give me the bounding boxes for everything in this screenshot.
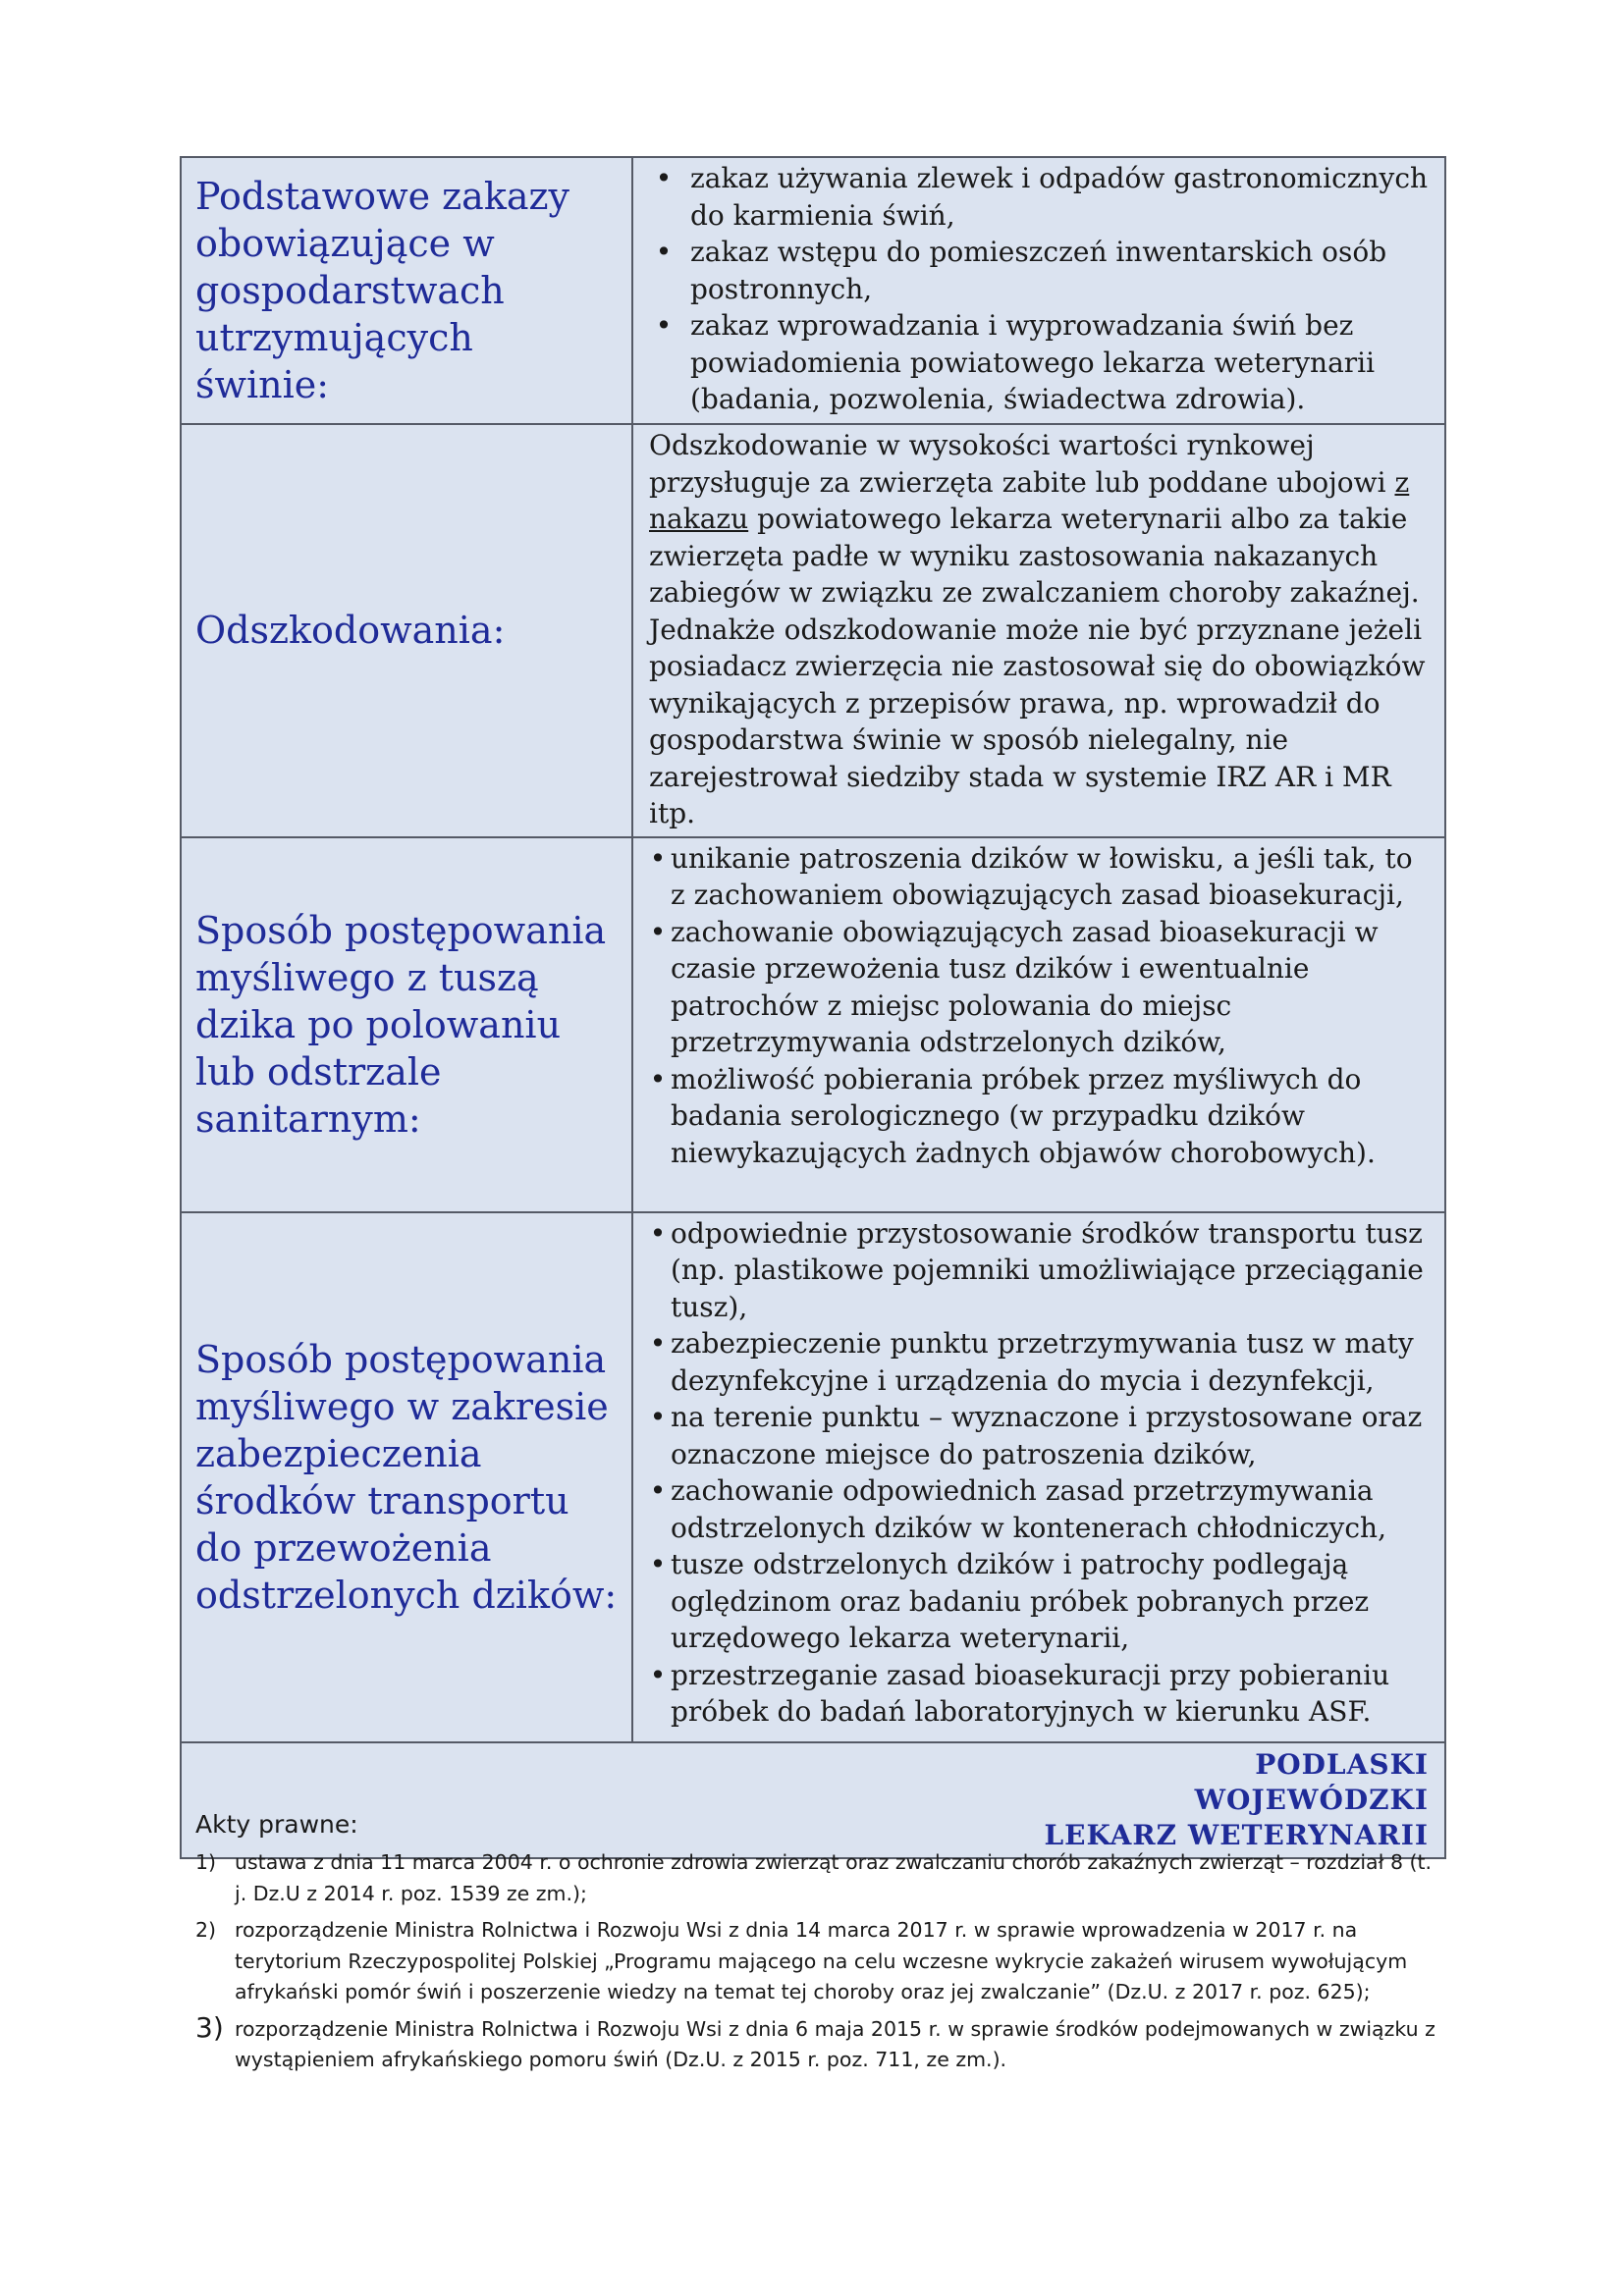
row-heading: Sposób postępowania myśliwego w zakresie zabezpieczenia środków transportu do przewożenia odstrzelonych dzików: [181, 1212, 632, 1742]
table-row [181, 837, 1445, 1212]
list-item-text: zabezpieczenie punktu przetrzymywania tusz w maty dezynfekcyjne i urządzenia do mycia i dezynfekcji, [671, 1327, 1414, 1397]
bullet-icon: • [649, 915, 667, 948]
legal-act-item [180, 1847, 1446, 1909]
list-item [649, 914, 1431, 1061]
list-item [649, 1472, 1431, 1546]
legal-act-number: 3) [195, 2010, 224, 2044]
bullet-icon: • [649, 1327, 667, 1360]
bullet-list [649, 1215, 1431, 1731]
compensation-paragraph [649, 427, 1431, 832]
table-row [181, 1212, 1445, 1742]
list-item [649, 307, 1431, 418]
legal-act-number: 1) [195, 1850, 217, 1874]
list-item [649, 1657, 1431, 1731]
underlined-text: z nakazu [649, 465, 1410, 535]
bullet-icon: • [649, 1548, 667, 1580]
bullet-icon: • [655, 309, 673, 342]
list-item [649, 1215, 1431, 1326]
list-item [649, 1325, 1431, 1399]
legal-acts-list [180, 1847, 1446, 2076]
legal-act-item [180, 1915, 1446, 2008]
bullet-icon: • [655, 236, 673, 268]
list-item [649, 1399, 1431, 1472]
list-item-text: zakaz używania zlewek i odpadów gastronomicznych do karmienia świń, [690, 162, 1429, 232]
legal-act-text: rozporządzenie Ministra Rolnictwa i Rozwoju Wsi z dnia 6 maja 2015 r. w sprawie środków podejmowanych w związku z wystąpieniem afrykańskiego pomoru świń (Dz.U. z 2015 r. poz. 711, ze zm.). [235, 2016, 1435, 2071]
bullet-icon: • [649, 1062, 667, 1095]
legal-act-text: ustawa z dnia 11 marca 2004 r. o ochronie zdrowia zwierząt oraz zwalczaniu chorób zakaźnych zwierząt – rozdział 8 (t. j. Dz.U z 2014 r. poz. 1539 ze zm.); [235, 1850, 1433, 1905]
bullet-icon: • [655, 162, 673, 194]
table-row [181, 157, 1445, 424]
bullet-icon: • [649, 1401, 667, 1433]
signature-line: PODLASKI [1255, 1747, 1429, 1781]
bullet-icon: • [649, 1474, 667, 1507]
list-item-text: zakaz wstępu do pomieszczeń inwentarskich osób postronnych, [690, 236, 1387, 305]
list-item [649, 1546, 1431, 1657]
list-item-text: unikanie patroszenia dzików w łowisku, a jeśli tak, to z zachowaniem obowiązujących zasad bioasekuracji, [671, 841, 1413, 911]
list-item-text: przestrzeganie zasad bioasekuracji przy pobieraniu próbek do badań laboratoryjnych w kierunku ASF. [671, 1658, 1390, 1728]
bullet-icon: • [649, 841, 667, 875]
list-item-text: możliwość pobierania próbek przez myśliwych do badania serologicznego (w przypadku dzików niewykazujących żadnych objawów chorobowych). [671, 1062, 1376, 1169]
bullet-list [649, 840, 1431, 1172]
legal-act-text: rozporządzenie Ministra Rolnictwa i Rozwoju Wsi z dnia 14 marca 2017 r. w sprawie wprowadzenia w 2017 r. na terytorium Rzeczypospolitej Polskiej „Programu mającego na celu wczesne wykrycie zakażeń wirusem wywołującym afrykański pomór świń i poszerzenie wiedzy na temat tej choroby oraz jej zwalczanie” (Dz.U. z 2017 r. poz. 625); [235, 1918, 1408, 2003]
paragraph-text: Odszkodowanie w wysokości wartości rynkowej przysługuje za zwierzęta zabite lub poddane ubojowi [649, 429, 1395, 499]
row-content [632, 157, 1445, 424]
list-item [649, 234, 1431, 307]
bullet-icon: • [649, 1216, 667, 1250]
row-heading: Sposób postępowania myśliwego z tuszą dzika po polowaniu lub odstrzale sanitarnym: [181, 837, 632, 1212]
bullet-icon: • [649, 1658, 667, 1691]
list-item [649, 160, 1431, 234]
list-item-text: odpowiednie przystosowanie środków transportu tusz (np. plastikowe pojemniki umożliwiające przeciąganie tusz), [671, 1216, 1424, 1323]
list-item-text: na terenie punktu – wyznaczone i przystosowane oraz oznaczone miejsce do patroszenia dzików, [671, 1401, 1423, 1470]
bullet-list [649, 160, 1431, 418]
list-item-text: zakaz wprowadzania i wyprowadzania świń bez powiadomienia powiatowego lekarza weterynarii (badania, pozwolenia, świadectwa zdrowia). [690, 309, 1376, 415]
list-item-text: zachowanie odpowiednich zasad przetrzymywania odstrzelonych dzików w kontenerach chłodniczych, [671, 1474, 1386, 1544]
legal-act-number: 2) [195, 1918, 217, 1942]
row-heading: Odszkodowania: [181, 424, 632, 837]
list-item-text: tusze odstrzelonych dzików i patrochy podlegają oględzinom oraz badaniu próbek pobranych przez urzędowego lekarza weterynarii, [671, 1548, 1370, 1654]
row-content [632, 1212, 1445, 1742]
row-content [632, 837, 1445, 1212]
signature-line: WOJEWÓDZKI [1194, 1783, 1429, 1816]
row-heading: Podstawowe zakazy obowiązujące w gospodarstwach utrzymujących świnie: [181, 157, 632, 424]
legal-acts-section [180, 1808, 1446, 2076]
list-item-text: zachowanie obowiązujących zasad bioasekuracji w czasie przewożenia tusz dzików i ewentualnie patrochów z miejsc polowania do miejsc przetrzymywania odstrzelonych dzików, [671, 915, 1379, 1058]
row-content [632, 424, 1445, 837]
legal-acts-title: Akty prawne: [195, 1810, 358, 1839]
table-row [181, 424, 1445, 837]
paragraph-text: powiatowego lekarza weterynarii albo za takie zwierzęta padłe w wyniku zastosowania nakazanych zabiegów w związku ze zwalczaniem choroby zakaźnej. Jednakże odszkodowanie może nie być przyznane jeżeli posiadacz zwierzęcia nie zastosował się do obowiązków wynikających z przepisów prawa, np. wprowadził do gospodarstwa świnie w sposób nielegalny, nie zarejestrował siedziby stada w systemie IRZ AR i MR itp. [649, 503, 1426, 829]
list-item [649, 1061, 1431, 1172]
legal-act-item [180, 2010, 1446, 2076]
signature-line: LEKARZ WETERYNARII [1044, 1818, 1429, 1851]
asf-info-table [180, 156, 1446, 1859]
list-item [649, 840, 1431, 914]
